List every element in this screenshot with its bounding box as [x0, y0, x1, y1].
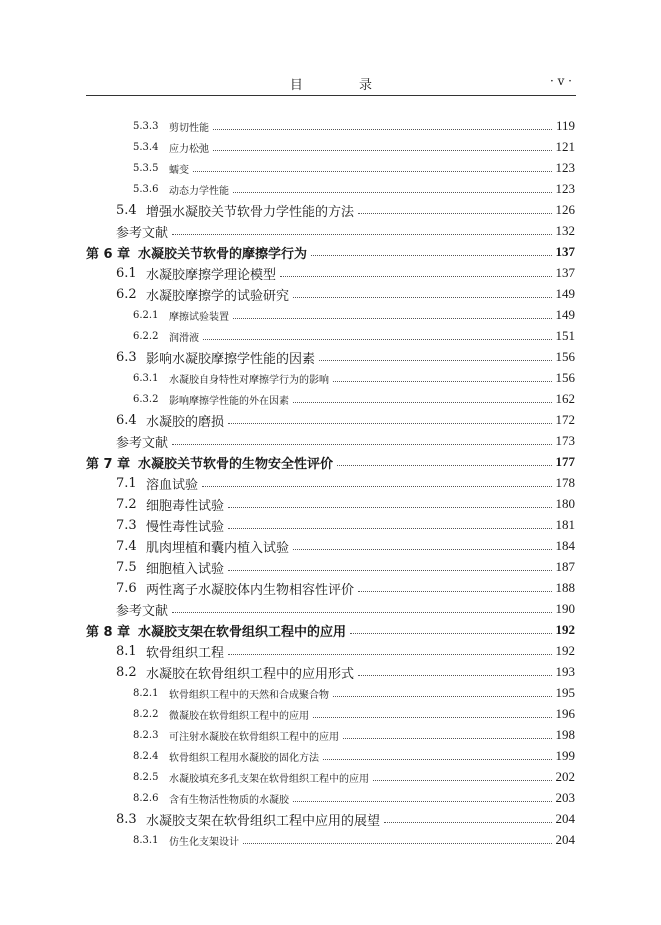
toc-entry-number: 8.2.5 [133, 771, 159, 783]
toc-entry-page: 149 [555, 307, 575, 322]
toc-entry-title: 软骨组织工程中的天然和合成聚合物 [169, 689, 329, 701]
toc-entry[interactable] [0, 326, 661, 346]
toc-entry[interactable] [0, 704, 661, 724]
toc-entry[interactable] [0, 389, 661, 409]
toc-entry[interactable] [0, 410, 661, 430]
toc-entry-number: 6.2.2 [133, 330, 159, 342]
toc-entry-number: 8.3 [116, 811, 137, 827]
dot-leader [202, 486, 551, 487]
toc-entry-title: 水凝胶自身特性对摩擦学行为的影响 [169, 374, 329, 386]
toc-entry-title: 软骨组织工程用水凝胶的固化方法 [169, 752, 319, 764]
toc-entry-page: 123 [555, 181, 575, 196]
toc-entry-page: 190 [555, 601, 575, 616]
running-header [86, 72, 576, 94]
dot-leader [384, 822, 551, 823]
dot-leader [293, 402, 552, 403]
toc-entry-page: 180 [555, 496, 575, 511]
toc-entry-number: 8.1 [116, 643, 137, 659]
toc-entry[interactable] [0, 200, 661, 220]
header-rule [86, 95, 576, 96]
toc-entry-title: 水凝胶支架在软骨组织工程中的应用 [138, 624, 347, 640]
dot-leader [319, 360, 551, 361]
dot-leader [280, 276, 551, 277]
toc-entry-number: 第 6 章 [86, 246, 131, 262]
toc-entry-number: 6.3.1 [133, 372, 159, 384]
dot-leader [333, 381, 552, 382]
toc-entry-number: 7.3 [116, 517, 137, 533]
dot-leader [333, 696, 552, 697]
toc-entry-number: 8.3.1 [133, 834, 159, 846]
dot-leader [233, 318, 552, 319]
toc-entry[interactable] [0, 137, 661, 157]
toc-entry[interactable] [0, 599, 661, 619]
toc-entry[interactable] [0, 221, 661, 241]
toc-entry[interactable] [0, 494, 661, 514]
toc-entry-title: 肌肉埋植和囊内植入试验 [146, 540, 290, 556]
toc-entry[interactable] [0, 578, 661, 598]
toc-entry-title: 仿生化支架设计 [169, 836, 239, 848]
dot-leader [213, 129, 552, 130]
toc-entry-title: 溶血试验 [146, 477, 199, 493]
toc-entry[interactable] [0, 830, 661, 850]
dot-leader [358, 675, 551, 676]
toc-entry-number: 6.3.2 [133, 393, 159, 405]
toc-entry-page: 199 [555, 748, 575, 763]
toc-entry-number: 8.2.1 [133, 687, 159, 699]
toc-entry-title: 细胞毒性试验 [146, 498, 225, 514]
toc-entry-title: 参考文献 [116, 603, 169, 619]
toc-entry-page: 156 [555, 370, 575, 385]
toc-entry-title: 动态力学性能 [169, 185, 229, 197]
toc-entry-number: 6.4 [116, 412, 137, 428]
toc-entry[interactable] [0, 683, 661, 703]
toc-entry-number: 7.6 [116, 580, 137, 596]
toc-entry[interactable] [0, 242, 661, 262]
toc-entry[interactable] [0, 305, 661, 325]
toc-entry-number: 第 8 章 [86, 624, 131, 640]
toc-entry-page: 184 [555, 538, 575, 553]
toc-entry-page: 195 [555, 685, 575, 700]
toc-entry-title: 参考文献 [116, 435, 169, 451]
toc-entry-number: 8.2.3 [133, 729, 159, 741]
toc-entry-title: 水凝胶摩擦学理论模型 [146, 267, 277, 283]
toc-entry-number: 7.2 [116, 496, 137, 512]
dot-leader [233, 192, 552, 193]
toc-entry-title: 两性离子水凝胶体内生物相容性评价 [146, 582, 355, 598]
toc-entry[interactable] [0, 662, 661, 682]
toc-entry-title: 润滑液 [169, 332, 199, 344]
toc-entry-title: 应力松弛 [169, 143, 209, 155]
toc-entry-page: 193 [555, 664, 575, 679]
dot-leader [311, 255, 551, 256]
dot-leader [228, 528, 551, 529]
dot-leader [172, 444, 551, 445]
toc-entry-number: 8.2.4 [133, 750, 159, 762]
toc-entry-title: 水凝胶的磨损 [146, 414, 225, 430]
toc-entry-title: 可注射水凝胶在软骨组织工程中的应用 [169, 731, 339, 743]
toc-entry-page: 137 [555, 244, 575, 259]
toc-entry-number: 5.3.3 [133, 120, 159, 132]
toc-entry-page: 181 [555, 517, 575, 532]
toc-entry-title: 微凝胶在软骨组织工程中的应用 [169, 710, 309, 722]
toc-entry[interactable] [0, 263, 661, 283]
dot-leader [350, 633, 551, 634]
toc-entry[interactable] [0, 473, 661, 493]
toc-entry[interactable] [0, 557, 661, 577]
toc-entry-title: 水凝胶填充多孔支架在软骨组织工程中的应用 [169, 773, 369, 785]
toc-entry-title: 剪切性能 [169, 122, 209, 134]
toc-entry-page: 204 [555, 832, 575, 847]
toc-entry-page: 126 [555, 202, 575, 217]
toc-entry[interactable] [0, 284, 661, 304]
toc-entry-title: 增强水凝胶关节软骨力学性能的方法 [146, 204, 355, 220]
toc-entry[interactable] [0, 788, 661, 808]
toc-entry[interactable] [0, 431, 661, 451]
toc-entry-page: 203 [555, 790, 575, 805]
dot-leader [193, 171, 552, 172]
dot-leader [293, 801, 552, 802]
toc-entry-number: 5.4 [116, 202, 137, 218]
toc-entry-title: 参考文献 [116, 225, 169, 241]
toc-entry-title: 摩擦试验装置 [169, 311, 229, 323]
toc-entry-title: 软骨组织工程 [146, 645, 225, 661]
dot-leader [337, 465, 551, 466]
toc-entry-page: 198 [555, 727, 575, 742]
toc-entry[interactable] [0, 641, 661, 661]
toc-entry-title: 影响摩擦学性能的外在因素 [169, 395, 289, 407]
toc-entry-title: 含有生物活性物质的水凝胶 [169, 794, 289, 806]
toc-entry-number: 7.1 [116, 475, 137, 491]
toc-entry-number: 5.3.6 [133, 183, 159, 195]
toc-entry[interactable] [0, 368, 661, 388]
toc-entry-page: 123 [555, 160, 575, 175]
toc-entry[interactable] [0, 347, 661, 367]
dot-leader [243, 843, 552, 844]
dot-leader [228, 507, 551, 508]
dot-leader [358, 213, 551, 214]
toc-entry-page: 188 [555, 580, 575, 595]
toc-entry-number: 6.2 [116, 286, 137, 302]
toc-entry-number: 7.5 [116, 559, 137, 575]
toc-entry-title: 影响水凝胶摩擦学性能的因素 [146, 351, 316, 367]
toc-entry-title: 细胞植入试验 [146, 561, 225, 577]
dot-leader [323, 759, 552, 760]
toc-entry-page: 156 [555, 349, 575, 364]
toc-entry-title: 水凝胶关节软骨的生物安全性评价 [138, 456, 334, 472]
toc-entry-page: 132 [555, 223, 575, 238]
toc-entry-number: 7.4 [116, 538, 137, 554]
toc-entry-number: 8.2 [116, 664, 137, 680]
toc-entry-page: 137 [555, 265, 575, 280]
toc-entry-page: 151 [555, 328, 575, 343]
toc-entry-page: 121 [555, 139, 575, 154]
toc-entry-number: 8.2.6 [133, 792, 159, 804]
dot-leader [172, 234, 551, 235]
toc-entry[interactable] [0, 452, 661, 472]
toc-entry-title: 水凝胶在软骨组织工程中的应用形式 [146, 666, 355, 682]
dot-leader [228, 423, 551, 424]
toc-entry[interactable] [0, 767, 661, 787]
toc-entry-page: 204 [555, 811, 575, 826]
toc-entry-page: 202 [555, 769, 575, 784]
toc-entry-page: 192 [555, 622, 575, 637]
toc-entry[interactable] [0, 536, 661, 556]
toc-entry-page: 196 [555, 706, 575, 721]
toc-entry-page: 149 [555, 286, 575, 301]
toc-entry[interactable] [0, 746, 661, 766]
dot-leader [228, 654, 551, 655]
dot-leader [203, 339, 552, 340]
toc-entry-number: 8.2.2 [133, 708, 159, 720]
dot-leader [358, 591, 551, 592]
toc-entry-page: 173 [555, 433, 575, 448]
toc-entry-page: 162 [555, 391, 575, 406]
toc-entry[interactable] [0, 158, 661, 178]
toc-entry-number: 6.3 [116, 349, 137, 365]
dot-leader [373, 780, 552, 781]
toc-entry[interactable] [0, 809, 661, 829]
toc-entry-page: 187 [555, 559, 575, 574]
toc-entry-number: 6.2.1 [133, 309, 159, 321]
toc-entry-title: 蠕变 [169, 164, 189, 176]
toc-entry-number: 6.1 [116, 265, 137, 281]
toc-entry-title: 水凝胶摩擦学的试验研究 [146, 288, 290, 304]
dot-leader [293, 549, 551, 550]
toc-entry-title: 水凝胶关节软骨的摩擦学行为 [138, 246, 308, 262]
header-title: 目 录 [289, 78, 399, 93]
toc-entry[interactable] [0, 179, 661, 199]
toc-entry-page: 178 [555, 475, 575, 490]
dot-leader [213, 150, 552, 151]
toc-entry-page: 177 [555, 454, 575, 469]
toc-entry-title: 慢性毒性试验 [146, 519, 225, 535]
header-page-number: · v · [549, 74, 572, 88]
toc-entry-page: 119 [555, 118, 575, 133]
dot-leader [228, 570, 551, 571]
toc-entry[interactable] [0, 116, 661, 136]
toc-entry-number: 5.3.4 [133, 141, 159, 153]
dot-leader [172, 612, 551, 613]
dot-leader [293, 297, 551, 298]
toc-entry-page: 192 [555, 643, 575, 658]
toc-entry-number: 5.3.5 [133, 162, 159, 174]
toc-entry-number: 第 7 章 [86, 456, 131, 472]
dot-leader [343, 738, 552, 739]
toc-entry-title: 水凝胶支架在软骨组织工程中应用的展望 [146, 813, 381, 829]
toc-entry-page: 172 [555, 412, 575, 427]
toc-entry[interactable] [0, 725, 661, 745]
dot-leader [313, 717, 552, 718]
toc-entry[interactable] [0, 515, 661, 535]
toc-entry[interactable] [0, 620, 661, 640]
